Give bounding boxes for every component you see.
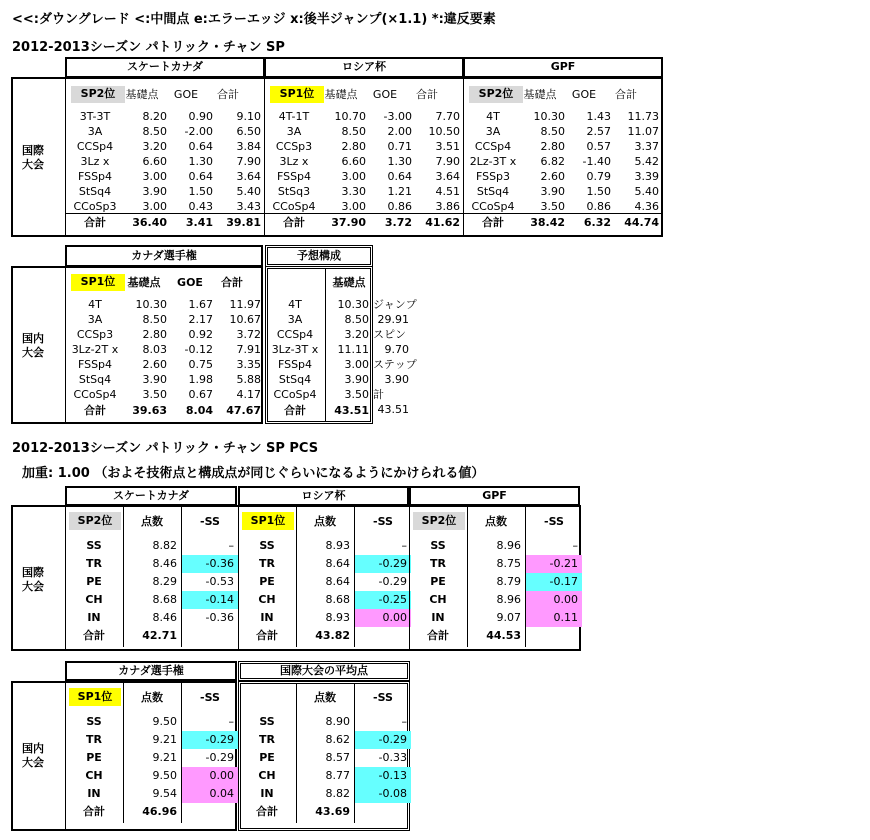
forecast-base: 11.11 <box>337 343 369 356</box>
total-value: 3.37 <box>634 140 659 153</box>
goe-value: 1.50 <box>188 185 213 198</box>
column-header: GOE <box>571 88 597 101</box>
total-value: 11.73 <box>627 110 659 123</box>
pcs-score: 8.77 <box>325 769 350 782</box>
rank-label: SP2位 <box>478 87 514 100</box>
element-name: 3Lz-2T x <box>71 343 119 356</box>
element-name: CCSp4 <box>76 140 114 153</box>
pcs-column-header: 点数 <box>141 515 163 528</box>
pcs-component: TR <box>430 557 446 570</box>
total-value: 5.40 <box>236 185 261 198</box>
pcs-event-name: 国際大会の平均点 <box>280 664 368 677</box>
element-name: CCoSp4 <box>471 200 515 213</box>
side-label-intl: 国際 <box>22 144 44 157</box>
base-value: 3.30 <box>341 185 366 198</box>
total-value: 6.50 <box>236 125 261 138</box>
pcs-score: 8.79 <box>496 575 521 588</box>
pcs-diff: 0.00 <box>553 593 578 606</box>
pcs-score: 8.96 <box>496 539 521 552</box>
pcs-diff: -0.08 <box>378 787 407 800</box>
total-label: 合計 <box>482 216 504 229</box>
side-label-dom-2: 大会 <box>22 346 44 359</box>
column-header: 合計 <box>221 276 243 289</box>
pcs-column-header: 点数 <box>141 691 163 704</box>
base-value: 8.50 <box>341 125 366 138</box>
pcs-diff: -0.29 <box>378 575 407 588</box>
element-name: 4T-1T <box>278 110 310 123</box>
pcs-score: 8.96 <box>496 593 521 606</box>
pcs-score: 8.46 <box>152 557 177 570</box>
total-goe: 6.32 <box>583 216 611 229</box>
side-note-label: ジャンプ <box>373 298 417 311</box>
goe-value: 0.43 <box>188 200 213 213</box>
pcs-score: 9.21 <box>152 751 177 764</box>
forecast-base: 10.30 <box>337 298 369 311</box>
pcs-rank-label: SP2位 <box>421 514 457 527</box>
pcs-total-label: 合計 <box>427 629 449 642</box>
goe-value: 2.17 <box>188 313 213 326</box>
base-value: 10.70 <box>334 110 366 123</box>
pcs-component: TR <box>86 733 102 746</box>
pcs-total-label: 合計 <box>83 629 105 642</box>
goe-value: 0.86 <box>387 200 412 213</box>
total-value: 3.51 <box>435 140 460 153</box>
forecast-element: 3Lz-3T x <box>271 343 319 356</box>
pcs-diff: -0.36 <box>205 611 234 624</box>
pcs-component: CH <box>258 593 276 606</box>
total-value: 11.97 <box>229 298 261 311</box>
pcs-component: CH <box>85 769 103 782</box>
pcs-component: IN <box>260 611 274 624</box>
weight-line: 加重: 1.00 （およそ技術点と構成点が同じぐらいになるようにかけられる値） <box>22 466 485 481</box>
element-name: 3T-3T <box>79 110 111 123</box>
element-name: 3A <box>87 125 103 138</box>
total-value: 4.51 <box>435 185 460 198</box>
pcs-diff: – <box>572 539 578 552</box>
pcs-component: CH <box>429 593 447 606</box>
forecast-element: FSSp4 <box>277 358 313 371</box>
column-header: GOE <box>173 88 199 101</box>
base-value: 3.00 <box>341 200 366 213</box>
pcs-column-header: 点数 <box>314 691 336 704</box>
pcs-component: IN <box>431 611 445 624</box>
pcs-score: 8.57 <box>325 751 350 764</box>
goe-value: 1.43 <box>586 110 611 123</box>
base-value: 2.60 <box>142 358 167 371</box>
goe-value: 0.75 <box>188 358 213 371</box>
side-note-label: 計 <box>373 388 384 401</box>
total-value: 9.10 <box>236 110 261 123</box>
total-value: 5.42 <box>634 155 659 168</box>
pcs-component: SS <box>430 539 446 552</box>
pcs-diff: -0.29 <box>378 557 407 570</box>
pcs-diff: -0.17 <box>549 575 578 588</box>
column-header: 基礎点 <box>127 276 161 289</box>
base-value: 3.00 <box>341 170 366 183</box>
pcs-event-name: スケートカナダ <box>112 489 190 502</box>
goe-value: 0.92 <box>188 328 213 341</box>
base-value: 10.30 <box>135 298 167 311</box>
base-value: 3.90 <box>540 185 565 198</box>
pcs-diff: – <box>401 539 407 552</box>
forecast-total: 43.51 <box>334 404 369 417</box>
goe-value: -3.00 <box>383 110 412 123</box>
side-note-value: 9.70 <box>384 343 409 356</box>
pcs-diff: -0.33 <box>378 751 407 764</box>
column-header: GOE <box>372 88 398 101</box>
pcs-component: PE <box>86 575 102 588</box>
total-value: 3.43 <box>236 200 261 213</box>
rank-label: SP1位 <box>80 275 116 288</box>
total-base: 36.40 <box>132 216 167 229</box>
column-header: 合計 <box>416 88 438 101</box>
total-goe: 3.41 <box>185 216 213 229</box>
pcs-diff: -0.29 <box>378 733 407 746</box>
pcs-component: SS <box>86 715 102 728</box>
base-value: 2.80 <box>142 328 167 341</box>
goe-value: 0.57 <box>586 140 611 153</box>
element-name: 3A <box>87 313 103 326</box>
element-name: 4T <box>88 298 102 311</box>
pcs-diff: -0.53 <box>205 575 234 588</box>
total-label: 合計 <box>283 216 305 229</box>
side-note-value: 43.51 <box>377 403 409 416</box>
pcs-score: 8.90 <box>325 715 350 728</box>
pcs-total: 43.82 <box>315 629 350 642</box>
event-name: スケートカナダ <box>126 60 204 73</box>
forecast-base: 8.50 <box>344 313 369 326</box>
pcs-diff: -0.13 <box>378 769 407 782</box>
total-sum: 41.62 <box>425 216 460 229</box>
total-value: 3.72 <box>236 328 261 341</box>
goe-value: 1.50 <box>586 185 611 198</box>
pcs-total: 42.71 <box>142 629 177 642</box>
pcs-score: 9.50 <box>152 715 177 728</box>
forecast-base: 3.50 <box>344 388 369 401</box>
side-label-dom: 国内 <box>22 332 44 345</box>
forecast-element: StSq4 <box>278 373 312 386</box>
goe-value: 2.00 <box>387 125 412 138</box>
base-value: 8.03 <box>142 343 167 356</box>
column-header: 基礎点 <box>324 88 358 101</box>
pcs-total-label: 合計 <box>83 805 105 818</box>
forecast-element: CCoSp4 <box>273 388 317 401</box>
total-value: 3.64 <box>435 170 460 183</box>
pcs-rank-label: SP1位 <box>77 690 113 703</box>
pcs-side-label-intl: 国際 <box>22 566 44 579</box>
column-header: 基礎点 <box>125 88 159 101</box>
pcs-score: 8.75 <box>496 557 521 570</box>
total-value: 4.36 <box>634 200 659 213</box>
side-note-label: ステップ <box>373 358 417 371</box>
pcs-score: 8.68 <box>152 593 177 606</box>
pcs-score: 9.21 <box>152 733 177 746</box>
element-name: FSSp3 <box>475 170 511 183</box>
goe-value: -2.00 <box>184 125 213 138</box>
base-value: 8.50 <box>142 313 167 326</box>
pcs-component: PE <box>430 575 446 588</box>
pcs-event-name: カナダ選手権 <box>118 664 184 677</box>
element-name: StSq3 <box>277 185 311 198</box>
pcs-component: IN <box>87 611 101 624</box>
element-name: 4T <box>486 110 500 123</box>
column-header: 基礎点 <box>523 88 557 101</box>
side-note-value: 3.90 <box>384 373 409 386</box>
total-base: 37.90 <box>331 216 366 229</box>
pcs-diff: – <box>228 539 234 552</box>
element-name: StSq4 <box>78 373 112 386</box>
total-value: 4.17 <box>236 388 261 401</box>
base-value: 3.50 <box>540 200 565 213</box>
column-header: 合計 <box>217 88 239 101</box>
goe-value: 1.67 <box>188 298 213 311</box>
pcs-diff: -0.36 <box>205 557 234 570</box>
pcs-component: SS <box>86 539 102 552</box>
total-value: 3.84 <box>236 140 261 153</box>
pcs-diff: 0.00 <box>209 769 234 782</box>
pcs-diff: -0.21 <box>549 557 578 570</box>
forecast-element: CCSp4 <box>276 328 314 341</box>
base-value: 3.90 <box>142 185 167 198</box>
pcs-component: TR <box>86 557 102 570</box>
total-goe: 3.72 <box>384 216 412 229</box>
pcs-rank-label: SP2位 <box>77 514 113 527</box>
forecast-name: 予想構成 <box>297 249 341 262</box>
pcs-score: 8.64 <box>325 557 350 570</box>
goe-value: 0.86 <box>586 200 611 213</box>
total-value: 3.64 <box>236 170 261 183</box>
total-value: 3.39 <box>634 170 659 183</box>
pcs-score: 8.82 <box>152 539 177 552</box>
pcs-diff: -0.29 <box>205 733 234 746</box>
forecast-base: 3.20 <box>344 328 369 341</box>
element-name: 3A <box>286 125 302 138</box>
pcs-score: 8.64 <box>325 575 350 588</box>
column-header: 合計 <box>615 88 637 101</box>
forecast-base: 3.90 <box>344 373 369 386</box>
goe-value: 0.71 <box>387 140 412 153</box>
base-value: 3.20 <box>142 140 167 153</box>
base-value: 6.82 <box>540 155 565 168</box>
pcs-score: 8.29 <box>152 575 177 588</box>
base-value: 3.00 <box>142 200 167 213</box>
pcs-event-name: ロシア杯 <box>301 489 346 502</box>
pcs-column-header: -SS <box>373 515 393 528</box>
total-value: 3.35 <box>236 358 261 371</box>
total-sum: 44.74 <box>624 216 659 229</box>
goe-value: 0.67 <box>188 388 213 401</box>
pcs-score: 9.50 <box>152 769 177 782</box>
goe-value: 0.64 <box>188 140 213 153</box>
base-value: 6.60 <box>142 155 167 168</box>
element-name: CCoSp3 <box>73 200 117 213</box>
base-value: 3.00 <box>142 170 167 183</box>
pcs-score: 8.93 <box>325 611 350 624</box>
goe-value: 0.90 <box>188 110 213 123</box>
goe-value: 0.79 <box>586 170 611 183</box>
pcs-diff: 0.11 <box>553 611 578 624</box>
goe-value: 1.98 <box>188 373 213 386</box>
element-name: CCoSp4 <box>73 388 117 401</box>
total-base: 38.42 <box>530 216 565 229</box>
pcs-score: 8.82 <box>325 787 350 800</box>
total-value: 10.67 <box>229 313 261 326</box>
forecast-element: 3A <box>287 313 303 326</box>
pcs-total-label: 合計 <box>256 805 278 818</box>
forecast-element: 4T <box>288 298 302 311</box>
base-value: 8.50 <box>540 125 565 138</box>
element-name: 3Lz x <box>279 155 309 168</box>
pcs-component: CH <box>85 593 103 606</box>
base-value: 8.50 <box>142 125 167 138</box>
base-value: 8.20 <box>142 110 167 123</box>
column-header: GOE <box>177 276 203 289</box>
total-value: 7.91 <box>236 343 261 356</box>
goe-value: 0.64 <box>188 170 213 183</box>
total-value: 3.86 <box>435 200 460 213</box>
pcs-column-header: -SS <box>200 515 220 528</box>
pcs-component: PE <box>259 575 275 588</box>
base-value: 2.60 <box>540 170 565 183</box>
pcs-column-header: 点数 <box>314 515 336 528</box>
pcs-diff: -0.29 <box>205 751 234 764</box>
element-name: StSq4 <box>78 185 112 198</box>
total-goe: 8.04 <box>185 404 213 417</box>
element-name: FSSp4 <box>77 170 113 183</box>
element-name: CCSp3 <box>275 140 313 153</box>
base-value: 3.90 <box>142 373 167 386</box>
pcs-score: 9.07 <box>496 611 521 624</box>
element-name: 3A <box>485 125 501 138</box>
pcs-component: IN <box>260 787 274 800</box>
pcs-diff: -0.14 <box>205 593 234 606</box>
forecast-column-header: 基礎点 <box>332 276 366 289</box>
total-sum: 39.81 <box>226 216 261 229</box>
element-name: CCSp3 <box>76 328 114 341</box>
pcs-rank-label: SP1位 <box>250 514 286 527</box>
pcs-total: 44.53 <box>486 629 521 642</box>
pcs-diff: -0.25 <box>378 593 407 606</box>
pcs-diff: – <box>401 715 407 728</box>
rank-label: SP2位 <box>80 87 116 100</box>
pcs-component: SS <box>259 715 275 728</box>
pcs-score: 8.46 <box>152 611 177 624</box>
pcs-score: 8.68 <box>325 593 350 606</box>
pcs-side-label-dom-2: 大会 <box>22 756 44 769</box>
base-value: 10.30 <box>533 110 565 123</box>
pcs-score: 9.54 <box>152 787 177 800</box>
pcs-score: 8.93 <box>325 539 350 552</box>
pcs-component: TR <box>259 557 275 570</box>
base-value: 2.80 <box>540 140 565 153</box>
pcs-diff: 0.00 <box>382 611 407 624</box>
pcs-diff: 0.04 <box>209 787 234 800</box>
event-name: カナダ選手権 <box>131 249 197 262</box>
pcs-component: TR <box>259 733 275 746</box>
goe-value: 1.21 <box>387 185 412 198</box>
pcs-column-header: -SS <box>373 691 393 704</box>
element-name: CCoSp4 <box>272 200 316 213</box>
total-value: 10.50 <box>428 125 460 138</box>
total-value: 7.70 <box>435 110 460 123</box>
pcs-component: IN <box>87 787 101 800</box>
pcs-total-label: 合計 <box>256 629 278 642</box>
total-sum: 47.67 <box>226 404 261 417</box>
total-value: 7.90 <box>435 155 460 168</box>
side-note-value: 29.91 <box>377 313 409 326</box>
goe-value: 1.30 <box>387 155 412 168</box>
element-name: StSq4 <box>476 185 510 198</box>
total-value: 11.07 <box>627 125 659 138</box>
section1-title: 2012-2013シーズン パトリック・チャン SP <box>12 40 285 55</box>
total-value: 7.90 <box>236 155 261 168</box>
element-name: 3Lz x <box>80 155 110 168</box>
legend-line: <<:ダウングレード <:中間点 e:エラーエッジ x:後半ジャンプ(×1.1) *:違反要素 <box>12 12 496 27</box>
total-label: 合計 <box>84 404 106 417</box>
pcs-total: 46.96 <box>142 805 177 818</box>
pcs-side-label-intl-2: 大会 <box>22 580 44 593</box>
total-value: 5.40 <box>634 185 659 198</box>
total-value: 5.88 <box>236 373 261 386</box>
section2-title: 2012-2013シーズン パトリック・チャン SP PCS <box>12 441 319 456</box>
element-name: CCSp4 <box>474 140 512 153</box>
pcs-component: SS <box>259 539 275 552</box>
base-value: 2.80 <box>341 140 366 153</box>
goe-value: 2.57 <box>586 125 611 138</box>
event-name: GPF <box>550 60 576 73</box>
pcs-diff: – <box>228 715 234 728</box>
pcs-column-header: -SS <box>544 515 564 528</box>
pcs-event-name: GPF <box>482 489 507 502</box>
pcs-component: CH <box>258 769 276 782</box>
side-label-intl-2: 大会 <box>22 158 44 171</box>
base-value: 3.50 <box>142 388 167 401</box>
pcs-column-header: 点数 <box>485 515 507 528</box>
pcs-score: 8.62 <box>325 733 350 746</box>
goe-value: -0.12 <box>184 343 213 356</box>
side-note-label: スピン <box>373 328 406 341</box>
rank-label: SP1位 <box>279 87 315 100</box>
pcs-component: PE <box>259 751 275 764</box>
forecast-total-label: 合計 <box>284 404 306 417</box>
element-name: FSSp4 <box>276 170 312 183</box>
event-name: ロシア杯 <box>342 60 386 73</box>
pcs-total: 43.69 <box>315 805 350 818</box>
pcs-component: PE <box>86 751 102 764</box>
total-base: 39.63 <box>132 404 167 417</box>
forecast-base: 3.00 <box>344 358 369 371</box>
goe-value: 1.30 <box>188 155 213 168</box>
element-name: 2Lz-3T x <box>469 155 517 168</box>
element-name: FSSp4 <box>77 358 113 371</box>
pcs-side-label-dom: 国内 <box>22 742 44 755</box>
pcs-column-header: -SS <box>200 691 220 704</box>
goe-value: -1.40 <box>582 155 611 168</box>
base-value: 6.60 <box>341 155 366 168</box>
goe-value: 0.64 <box>387 170 412 183</box>
total-label: 合計 <box>84 216 106 229</box>
